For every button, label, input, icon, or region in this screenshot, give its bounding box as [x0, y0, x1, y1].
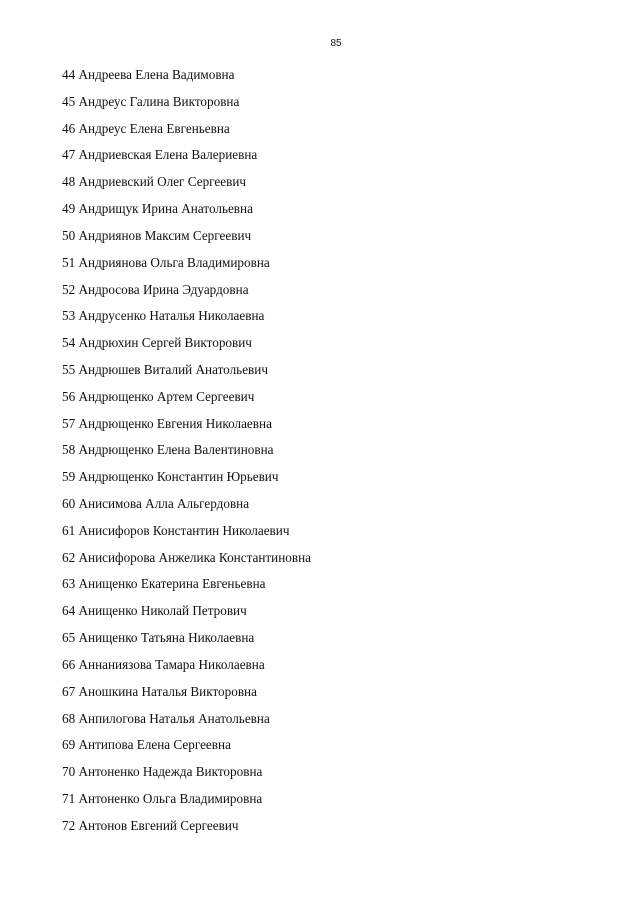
page-number: 85 [330, 38, 342, 49]
list-item: 46 Андреус Елена Евгеньевна [62, 120, 230, 136]
name-list [62, 66, 311, 844]
list-item: 72 Антонов Евгений Сергеевич [62, 817, 239, 833]
list-item: 48 Андриевский Олег Сергеевич [62, 174, 247, 190]
list-item: 45 Андреус Галина Викторовна [62, 93, 240, 109]
list-item: 69 Антипова Елена Сергеевна [62, 737, 231, 753]
list-item: 54 Андрюхин Сергей Викторович [62, 335, 252, 351]
list-item: 64 Анищенко Николай Петрович [62, 603, 247, 619]
list-item: 62 Анисифорова Анжелика Константиновна [62, 549, 312, 565]
list-item: 61 Анисифоров Константин Николаевич [62, 522, 290, 538]
list-item: 49 Андрищук Ирина Анатольевна [62, 201, 253, 217]
list-item: 66 Аннаниязова Тамара Николаевна [62, 656, 265, 672]
list-item: 51 Андриянова Ольга Владимировна [62, 254, 270, 270]
list-item: 47 Андриевская Елена Валериевна [62, 147, 258, 163]
list-item: 68 Анпилогова Наталья Анатольевна [62, 710, 270, 726]
list-item: 71 Антоненко Ольга Владимировна [62, 790, 263, 806]
list-item: 50 Андриянов Максим Сергеевич [62, 227, 252, 243]
list-item: 67 Аношкина Наталья Викторовна [62, 683, 257, 699]
list-item: 53 Андрусенко Наталья Николаевна [62, 308, 265, 324]
list-item: 58 Андрющенко Елена Валентиновна [62, 442, 274, 458]
list-item: 44 Андреева Елена Вадимовна [62, 67, 235, 82]
list-item: 63 Анищенко Екатерина Евгеньевна [62, 576, 266, 592]
list-item: 60 Анисимова Алла Альгердовна [62, 496, 250, 511]
list-item: 55 Андрюшев Виталий Анатольевич [62, 361, 268, 377]
list-item: 52 Андросова Ирина Эдуардовна [62, 281, 249, 297]
list-item: 56 Андрющенко Артем Сергеевич [62, 388, 255, 404]
list-item: 65 Анищенко Татьяна Николаевна [62, 630, 255, 646]
list-item: 57 Андрющенко Евгения Николаевна [62, 415, 272, 431]
list-item: 70 Антоненко Надежда Викторовна [62, 764, 263, 780]
list-item: 59 Андрющенко Константин Юрьевич [62, 469, 279, 485]
